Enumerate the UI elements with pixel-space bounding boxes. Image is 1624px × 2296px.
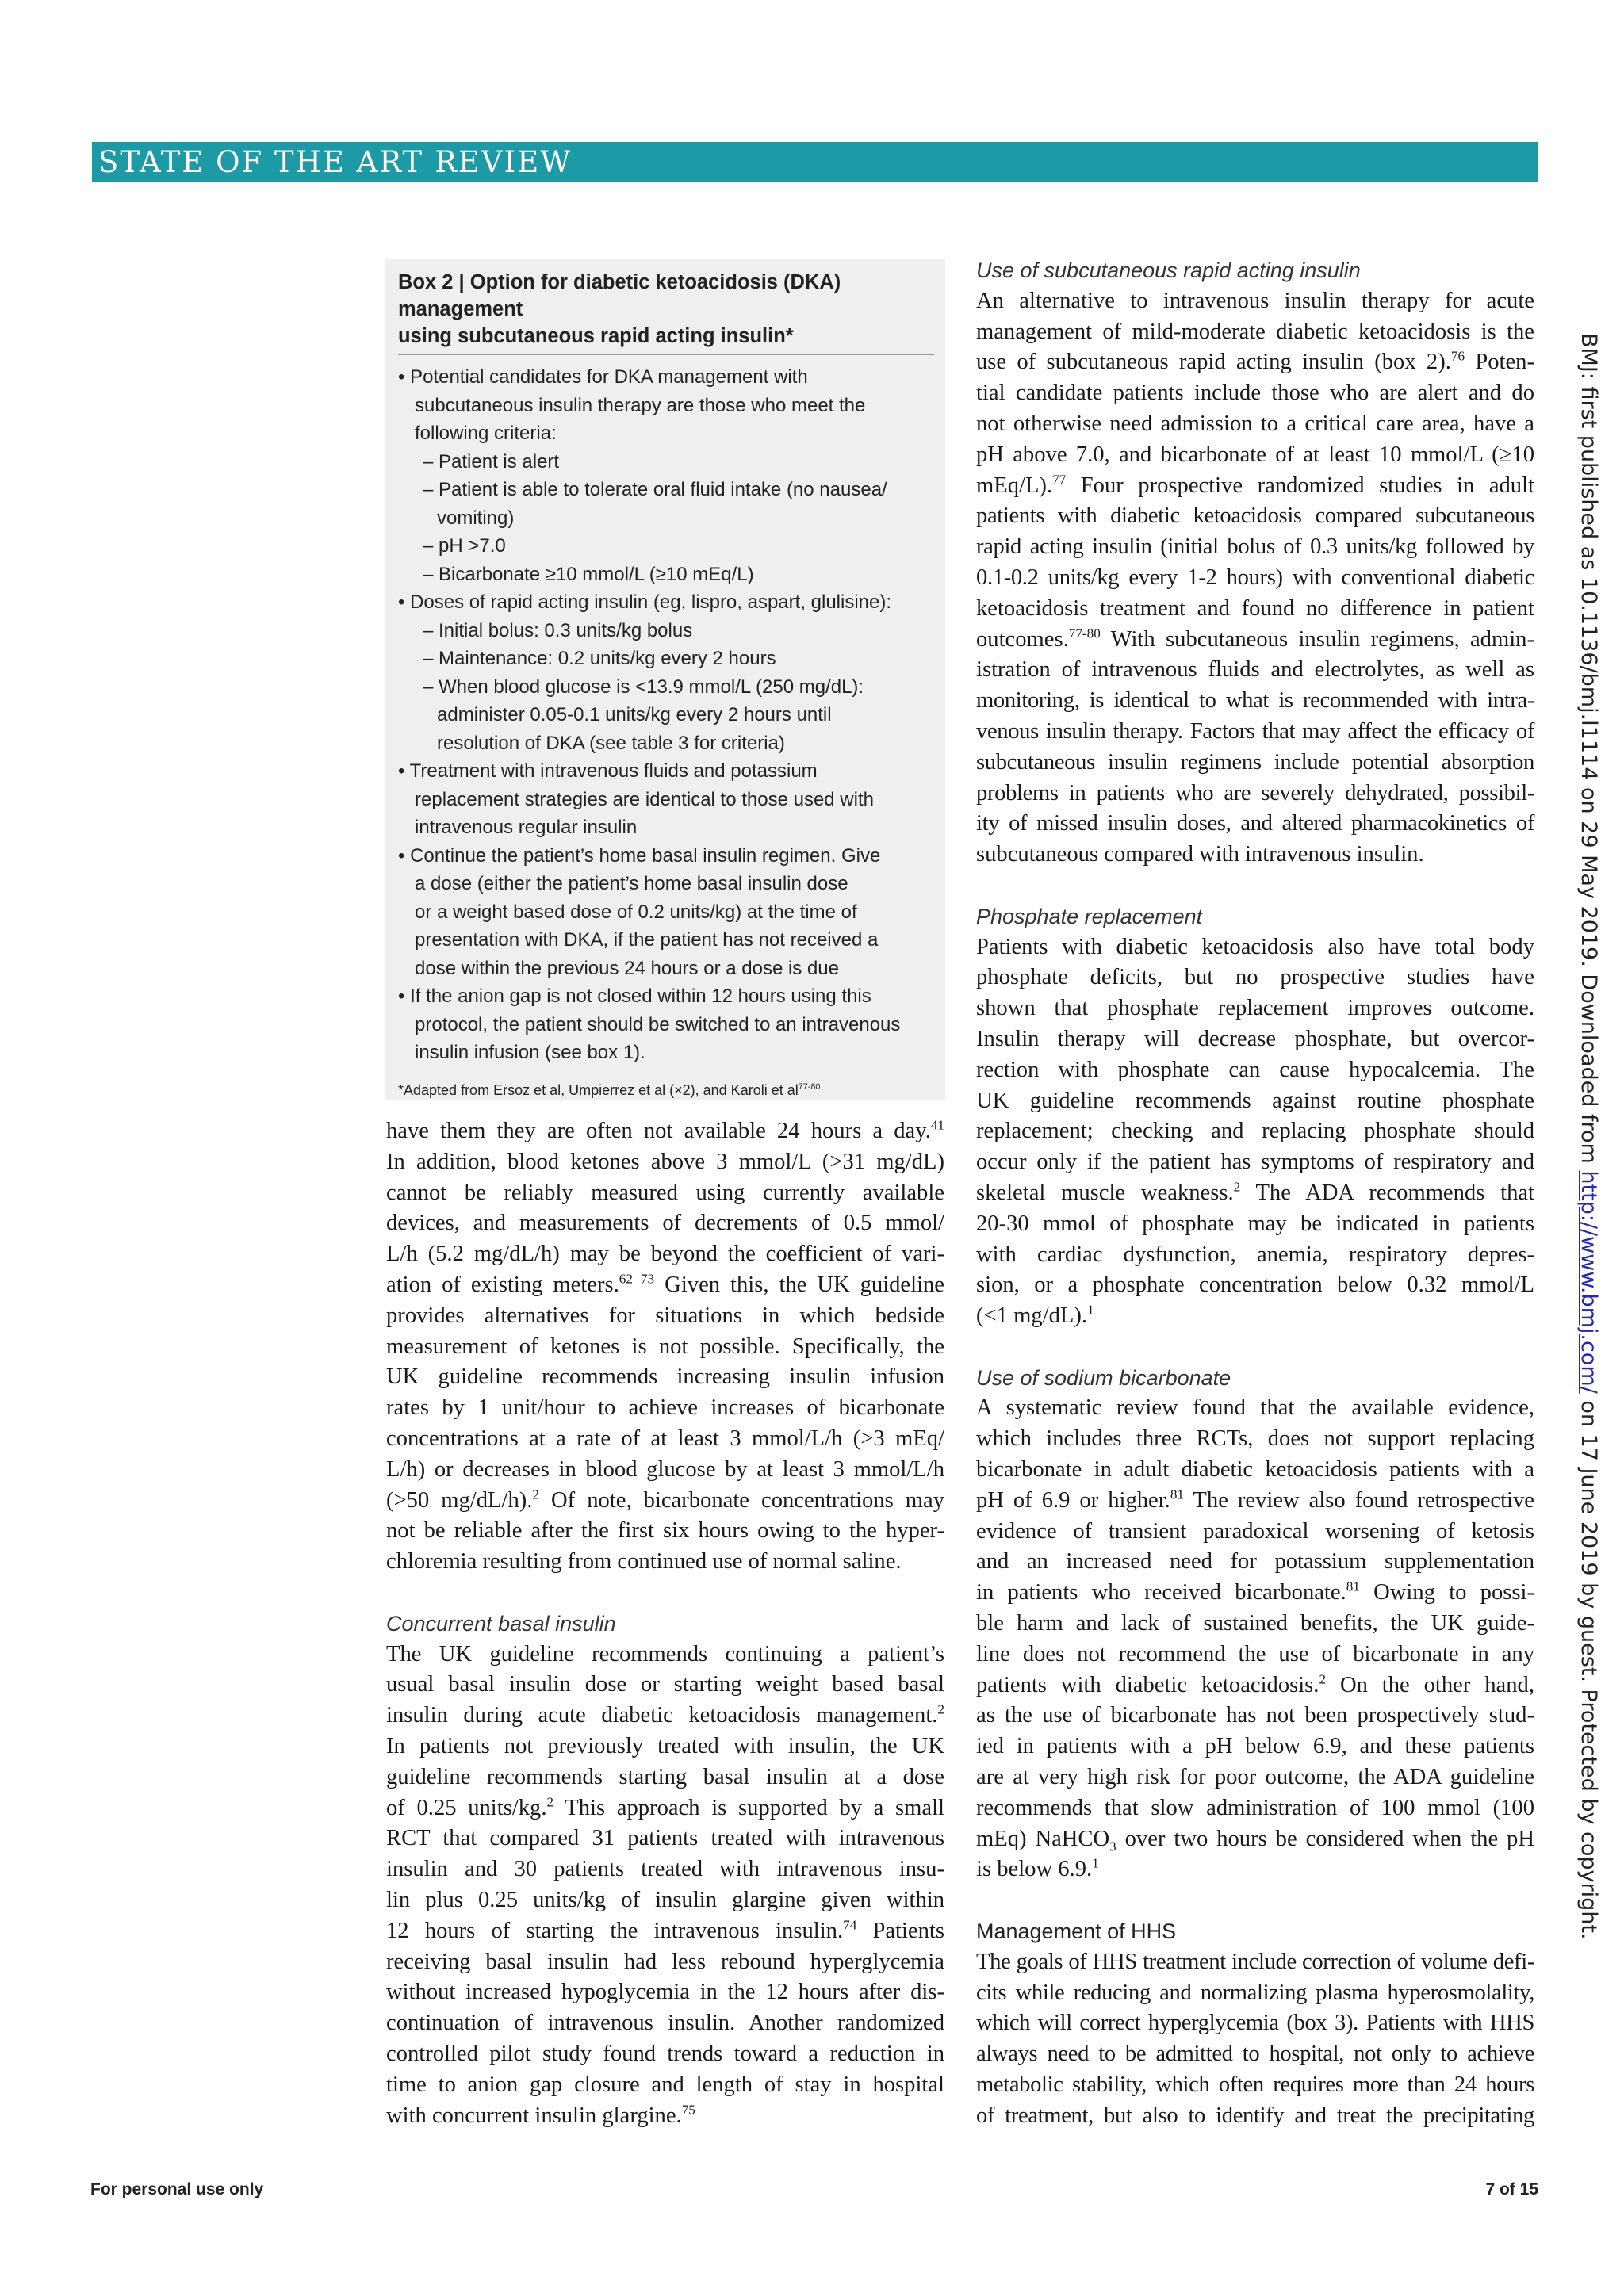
text-line: pH above 7.0, and bicarbonate of at least 10 mmol/L (≥10 <box>976 442 1534 467</box>
text-line: always need to be admitted to hospital, not only to achieve <box>976 2042 1534 2067</box>
text-line: pH of 6.9 or higher.$^{81}$ The review also found retrospective <box>976 1487 1534 1513</box>
text-line: of 0.25 units/kg.$^2$ This approach is supported by a small <box>386 1794 945 1820</box>
box-line: subcutaneous insulin therapy are those who meet the <box>415 394 866 416</box>
text-line: is below 6.9.$^1$ <box>976 1855 1099 1882</box>
text-line: An alternative to intravenous insulin therapy for acute <box>976 288 1534 313</box>
box-bullet: • Potential candidates for DKA management with <box>398 366 808 388</box>
page-number: 7 of 15 <box>1485 2180 1538 2198</box>
box-line: protocol, the patient should be switched to an intravenous <box>415 1013 901 1035</box>
box-line: presentation with DKA, if the patient has not received a <box>415 929 879 951</box>
text-line: mEq/L).$^{77}$ Four prospective randomized studies in adult <box>976 472 1534 498</box>
text-line: use of subcutaneous rapid acting insulin (box 2).$^{76}$ Poten- <box>976 348 1534 375</box>
footer-notice: For personal use only <box>90 2180 264 2198</box>
text-line: with concurrent insulin glargine.$^{75}$ <box>386 2101 695 2128</box>
text-line: subcutaneous insulin regimens include potential absorption <box>976 749 1534 775</box>
section-heading: Phosphate replacement <box>976 904 1203 928</box>
box-subbullet: – Initial bolus: 0.3 units/kg bolus <box>423 619 693 641</box>
text-line: as the use of bicarbonate has not been prospectively stud- <box>976 1703 1534 1728</box>
box-line: replacement strategies are identical to those used with <box>415 788 874 810</box>
citation: 62 73 <box>619 1271 655 1287</box>
text-line: which will correct hyperglycemia (box 3). Patients with HHS <box>976 2011 1534 2036</box>
text-line: (>50 mg/dL/h).$^2$ Of note, bicarbonate concentrations may <box>386 1487 944 1513</box>
box-line: intravenous regular insulin <box>415 817 638 838</box>
text-line: skeletal muscle weakness.$^2$ The ADA recommends that <box>976 1179 1535 1205</box>
text-line: are at very high risk for poor outcome, the ADA guideline <box>976 1765 1534 1790</box>
citation: 2 <box>1319 1671 1327 1687</box>
text-line: 20-30 mmol of phosphate may be indicated in patients <box>976 1211 1534 1236</box>
text-line: tial candidate patients include those who are alert and do <box>976 381 1534 406</box>
text-line: Insulin therapy will decrease phosphate, but overcor- <box>976 1026 1534 1051</box>
citation: 81 <box>1346 1578 1360 1594</box>
text-line: continuation of intravenous insulin. Another randomized <box>386 2011 944 2036</box>
box-subbullet: – Bicarbonate ≥10 mmol/L (≥10 mEq/L) <box>423 563 754 585</box>
citation: 77-80 <box>1068 626 1101 641</box>
box-line: dose within the previous 24 hours or a dose is due <box>415 957 839 979</box>
text-line: guideline recommends starting basal insulin at a dose <box>386 1764 944 1789</box>
box-bullet: • If the anion gap is not closed within 12 hours using this <box>398 985 871 1007</box>
margin-note-text: BMJ: first published as 10.1136/bmj.l1114 on 29 May 2019. Downloaded from http://www.bmj.com/ on 17 June 2019 by guest. Protected by copyright. <box>1576 333 1601 1940</box>
text-line: without increased hypoglycemia in the 12 hours after dis- <box>386 1980 944 2005</box>
section-heading: Use of subcutaneous rapid acting insulin <box>976 258 1361 282</box>
text-line: insulin during acute diabetic ketoacidosis management.$^2$ <box>386 1701 944 1728</box>
text-line: line does not recommend the use of bicarbonate in any <box>976 1641 1534 1667</box>
box-line: vomiting) <box>437 507 515 529</box>
text-line: chloremia resulting from continued use of normal saline. <box>386 1549 902 1575</box>
text-line: rates by 1 unit/hour to achieve increases of bicarbonate <box>386 1395 944 1421</box>
text-line: controlled pilot study found trends toward a reduction in <box>386 2041 944 2066</box>
text-line: outcomes.$^{77-80}$ With subcutaneous insulin regimens, admin- <box>976 626 1534 652</box>
text-line: provides alternatives for situations in which bedside <box>386 1303 944 1328</box>
citation: 1 <box>1087 1302 1094 1318</box>
text-line: occur only if the patient has symptoms of respiratory and <box>976 1150 1534 1175</box>
text-line: UK guideline recommends increasing insulin infusion <box>386 1364 944 1390</box>
citation: 2 <box>937 1701 944 1717</box>
text-line: measurement of ketones is not possible. Specifically, the <box>386 1334 944 1359</box>
text-line: rapid acting insulin (initial bolus of 0.3 units/kg followed by <box>976 534 1534 560</box>
section-heading: Concurrent basal insulin <box>386 1611 616 1636</box>
subscript: 3 <box>1109 1839 1116 1854</box>
box-footnote-text: *Adapted from Ersoz et al, Umpierrez et al (×2), and Karoli et al <box>398 1081 799 1098</box>
box-bullet: • Doses of rapid acting insulin (eg, lispro, aspart, glulisine): <box>398 591 892 613</box>
text-line: In patients not previously treated with insulin, the UK <box>386 1733 944 1758</box>
box-2-panel <box>385 259 945 1100</box>
text-line: subcutaneous compared with intravenous insulin. <box>976 842 1424 867</box>
citation: 77 <box>1052 472 1067 488</box>
text-line: ketoacidosis treatment and found no difference in patient <box>976 595 1534 621</box>
box-subbullet: – pH >7.0 <box>423 535 506 557</box>
text-line: L/h (5.2 mg/dL/h) may be beyond the coefficient of vari- <box>386 1242 944 1267</box>
text-line: lin plus 0.25 units/kg of insulin glargine given within <box>386 1887 944 1912</box>
section-label: STATE OF THE ART REVIEW <box>98 145 573 179</box>
text-line: RCT that compared 31 patients treated with intravenous <box>386 1826 944 1851</box>
text-line: usual basal insulin dose or starting weight based basal <box>386 1672 944 1697</box>
section-banner <box>92 142 1538 182</box>
text-line: which includes three RCTs, does not support replacing <box>976 1426 1534 1452</box>
text-line: A systematic review found that the available evidence, <box>976 1395 1534 1421</box>
text-line: sion, or a phosphate concentration below 0.32 mmol/L <box>976 1272 1534 1298</box>
citation: 2 <box>546 1794 554 1809</box>
margin-note <box>1570 333 1602 1998</box>
text-line: recommends that slow administration of 100 mmol (100 <box>976 1795 1534 1820</box>
text-line: UK guideline recommends against routine phosphate <box>976 1088 1534 1113</box>
box-subbullet: – Patient is alert <box>423 450 560 473</box>
text-line: ity of missed insulin doses, and altered pharmacokinetics of <box>976 811 1534 836</box>
text-line: with cardiac dysfunction, anemia, respiratory depres- <box>976 1242 1534 1267</box>
box-line: resolution of DKA (see table 3 for criteria) <box>437 732 785 754</box>
text-line: and an increased need for potassium supplementation <box>976 1549 1534 1575</box>
text-line: problems in patients who are severely dehydrated, possibil- <box>976 780 1534 806</box>
text-line: 12 hours of starting the intravenous insulin.$^{74}$ Patients <box>386 1917 944 1943</box>
box-footnote <box>398 1080 934 1100</box>
citation: 41 <box>930 1117 944 1133</box>
citation: 75 <box>681 2101 695 2117</box>
box-title-line: Box 2 | Option for diabetic ketoacidosis (DKA) management <box>398 271 841 320</box>
text-line: rection with phosphate can cause hypocalcemia. The <box>976 1057 1534 1082</box>
box-title-line: using subcutaneous rapid acting insulin* <box>398 325 794 347</box>
text-line: devices, and measurements of decrements of 0.5 mmol/ <box>386 1211 944 1236</box>
text-line: receiving basal insulin had less rebound hyperglycemia <box>386 1949 944 1974</box>
text-line: cannot be reliably measured using currently available <box>386 1180 944 1205</box>
text-line: not otherwise need admission to a critical care area, have a <box>976 411 1534 436</box>
box-line: or a weight based dose of 0.2 units/kg) at the time of <box>415 901 857 923</box>
citation: 77-80 <box>798 1081 821 1092</box>
text-line: The UK guideline recommends continuing a patient’s <box>386 1641 944 1667</box>
citation: 74 <box>843 1917 857 1933</box>
citation: 76 <box>1450 348 1465 364</box>
section-heading: Management of HHS <box>976 1919 1177 1944</box>
citation: 1 <box>1092 1855 1099 1871</box>
box-subbullet: – Patient is able to tolerate oral fluid intake (no nausea/ <box>423 479 887 500</box>
box-line: a dose (either the patient’s home basal insulin dose <box>415 873 848 894</box>
citation: 2 <box>1233 1179 1241 1195</box>
text-line: metabolic stability, which often requires more than 24 hours <box>976 2072 1534 2098</box>
box-subbullet: – When blood glucose is <13.9 mmol/L (250 mg/dL): <box>423 675 864 698</box>
text-line: in patients who received bicarbonate.$^{81}$ Owing to possi- <box>976 1578 1534 1605</box>
text-line: (<1 mg/dL).$^1$ <box>976 1302 1094 1329</box>
text-line: ied in patients with a pH below 6.9, and these patients <box>976 1734 1534 1759</box>
text-line: insulin and 30 patients treated with intravenous insu- <box>386 1857 944 1882</box>
text-line: istration of intravenous fluids and electrolytes, as well as <box>976 657 1534 683</box>
text-line: concentrations at a rate of at least 3 mmol/L/h (>3 mEq/ <box>386 1425 944 1451</box>
box-line: administer 0.05-0.1 units/kg every 2 hours until <box>437 704 832 725</box>
text-line: patients with diabetic ketoacidosis compared subcutaneous <box>976 503 1534 529</box>
text-line: The goals of HHS treatment include correction of volume defi- <box>976 1949 1534 1974</box>
text-line: monitoring, is identical to what is recommended with intra- <box>976 688 1534 714</box>
text-line: Patients with diabetic ketoacidosis also have total body <box>976 934 1534 959</box>
text-line: shown that phosphate replacement improves outcome. <box>976 996 1534 1021</box>
box-bullet: • Continue the patient’s home basal insulin regimen. Give <box>398 844 881 867</box>
right-column <box>976 255 1534 2132</box>
text-line: venous insulin therapy. Factors that may affect the efficacy of <box>976 718 1534 744</box>
box-bullet: • Treatment with intravenous fluids and potassium <box>398 760 818 782</box>
text-line: L/h) or decreases in blood glucose by at least 3 mmol/L/h <box>386 1456 944 1482</box>
text-line: phosphate deficits, but no prospective studies have <box>976 965 1534 990</box>
text-line: ation of existing meters.$^{62 73}$ Given this, the UK guideline <box>386 1271 944 1297</box>
text-line: ble harm and lack of sustained benefits, the UK guide- <box>976 1611 1534 1636</box>
box-title <box>398 269 934 355</box>
text-line: have them they are often not available 24 hours a day.$^{41}$ <box>386 1117 944 1143</box>
citation: 2 <box>532 1487 539 1502</box>
box-line: insulin infusion (see box 1). <box>415 1042 645 1063</box>
text-line: of treatment, but also to identify and treat the precipitating <box>976 2103 1534 2128</box>
box-subbullet: – Maintenance: 0.2 units/kg every 2 hours <box>423 648 776 669</box>
box-line: following criteria: <box>415 423 557 444</box>
text-line: In addition, blood ketones above 3 mmol/L (>31 mg/dL) <box>386 1149 944 1174</box>
bmj-link[interactable]: http://www.bmj.com/ <box>1576 1170 1601 1394</box>
text-line: 0.1-0.2 units/kg every 1-2 hours) with conventional diabetic <box>976 564 1534 590</box>
text-line: management of mild-moderate diabetic ketoacidosis is the <box>976 319 1534 344</box>
citation: 81 <box>1170 1487 1184 1502</box>
section-heading: Use of sodium bicarbonate <box>976 1365 1231 1390</box>
text-line: patients with diabetic ketoacidosis.$^2$ On the other hand, <box>976 1671 1534 1697</box>
text-line: bicarbonate in adult diabetic ketoacidosis patients with a <box>976 1457 1534 1483</box>
text-line: not be reliable after the first six hours owing to the hyper- <box>386 1518 944 1544</box>
left-column <box>386 1116 944 2131</box>
text-line: cits while reducing and normalizing plasma hyperosmolality, <box>976 1980 1534 2005</box>
text-line: replacement; checking and replacing phosphate should <box>976 1119 1534 1144</box>
text-line: evidence of transient paradoxical worsening of ketosis <box>976 1518 1534 1544</box>
text-line: mEq) NaHCO$_3$ over two hours be considered when the pH <box>976 1826 1534 1854</box>
text-line: time to anion gap closure and length of stay in hospital <box>386 2072 944 2097</box>
